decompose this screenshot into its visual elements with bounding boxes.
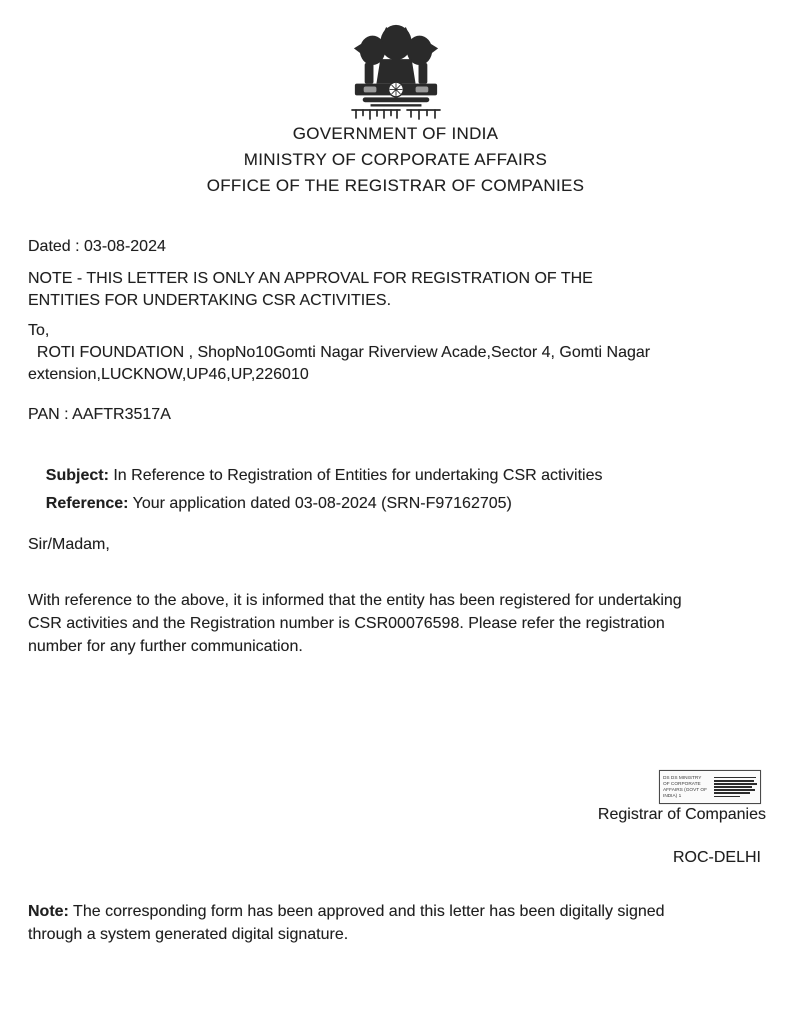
recipient-block <box>28 320 650 386</box>
footer-note <box>28 900 665 946</box>
signatory-office: ROC-DELHI <box>672 849 761 866</box>
signatory-title: Registrar of Companies <box>597 806 766 823</box>
pan-line: PAN : AAFTR3517A <box>28 406 171 423</box>
fine-print-row <box>714 789 755 791</box>
approval-note <box>28 268 593 312</box>
footer-note-line-1 <box>28 900 665 923</box>
fine-print-row <box>714 777 756 779</box>
recipient-address-line-2: extension,LUCKNOW,UP46,UP,226010 <box>28 366 309 383</box>
fine-print-row <box>714 796 740 798</box>
greeting-line: Sir/Madam, <box>28 536 110 553</box>
stamp-line-3: AFFAIRS (GOVT OF <box>663 787 707 793</box>
letterhead-ministry: MINISTRY OF CORPORATE AFFAIRS <box>243 150 548 169</box>
fine-print-row <box>714 780 754 782</box>
digital-signature-stamp <box>659 770 761 804</box>
recipient-address-line-1: ROTI FOUNDATION , ShopNo10Gomti Nagar Riverview Acade,Sector 4, Gomti Nagar <box>28 344 651 361</box>
stamp-line-4: INDIA) 1 <box>663 793 682 799</box>
stamp-line-2: OF CORPORATE <box>663 781 701 787</box>
letterhead-government: GOVERNMENT OF INDIA <box>292 124 499 143</box>
body-paragraph <box>28 589 682 658</box>
footer-note-label: Note: <box>28 903 69 920</box>
approval-note-line-1: NOTE - THIS LETTER IS ONLY AN APPROVAL FOR REGISTRATION OF THE <box>28 270 593 287</box>
signature-stamp-identity <box>663 775 711 799</box>
subject-text: In Reference to Registration of Entities for undertaking CSR activities <box>108 467 603 484</box>
reference-line <box>28 477 512 531</box>
emblem-of-india-icon <box>337 18 455 117</box>
stamp-line-1: DS DS MINISTRY <box>663 775 702 781</box>
fine-print-row <box>714 783 757 785</box>
body-line-2: CSR activities and the Registration number is CSR00076598. Please refer the registration <box>28 615 665 632</box>
approval-note-line-2: ENTITIES FOR UNDERTAKING CSR ACTIVITIES. <box>28 292 392 309</box>
body-line-3: number for any further communication. <box>28 638 303 655</box>
reference-label: Reference: <box>45 495 129 512</box>
recipient-salutation: To, <box>28 322 50 339</box>
signature-fine-print <box>714 777 757 797</box>
subject-label: Subject: <box>45 467 109 484</box>
reference-text: Your application dated 03-08-2024 (SRN-F97162705) <box>128 495 512 512</box>
fine-print-row <box>714 786 752 788</box>
fine-print-row <box>714 792 750 794</box>
footer-note-text: The corresponding form has been approved and this letter has been digitally signed <box>68 903 665 920</box>
body-line-1: With reference to the above, it is informed that the entity has been registered for undertaking <box>28 592 682 609</box>
letterhead-office: OFFICE OF THE REGISTRAR OF COMPANIES <box>206 176 585 195</box>
footer-note-line-2: through a system generated digital signature. <box>28 926 349 943</box>
dated-line: Dated : 03-08-2024 <box>28 238 166 255</box>
